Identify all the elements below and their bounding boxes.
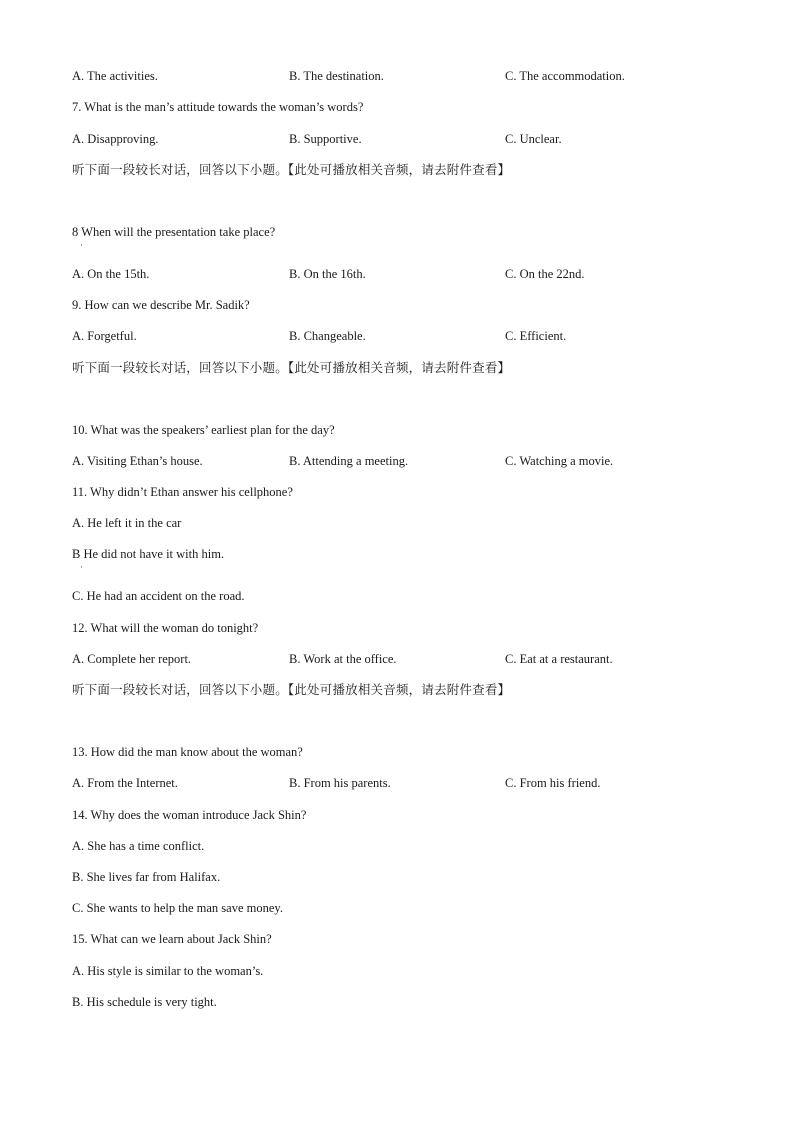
- answer-option: B. On the 16th.: [289, 267, 366, 281]
- question-text: 15. What can we learn about Jack Shin?: [72, 932, 272, 946]
- answer-option: C. On the 22nd.: [505, 267, 585, 281]
- question-text: A. He left it in the car: [72, 516, 182, 530]
- question-text: A. She has a time conflict.: [72, 839, 205, 853]
- answer-option: A. The activities.: [72, 69, 158, 83]
- question-text: 7. What is the man’s attitude towards the woman’s words?: [72, 100, 364, 114]
- question-text: B. His schedule is very tight.: [72, 995, 217, 1009]
- question-text: C. She wants to help the man save money.: [72, 901, 283, 915]
- question-text: C. He had an accident on the road.: [72, 589, 245, 603]
- answer-option: A. From the Internet.: [72, 776, 178, 790]
- section-instruction: 听下面一段较长对话，回答以下小题。【此处可播放相关音频，请去附件查看】: [72, 682, 511, 697]
- question-text: B He did not have it with him.: [72, 547, 225, 561]
- answer-option: C. Unclear.: [505, 132, 562, 146]
- question-text: 10. What was the speakers’ earliest plan for the day?: [72, 423, 335, 437]
- answer-option: C. The accommodation.: [505, 69, 625, 83]
- section-instruction: 听下面一段较长对话，回答以下小题。【此处可播放相关音频，请去附件查看】: [72, 162, 511, 177]
- answer-option: A. Visiting Ethan’s house.: [72, 454, 203, 468]
- question-text: 9. How can we describe Mr. Sadik?: [72, 298, 250, 312]
- question-text: A. His style is similar to the woman’s.: [72, 964, 264, 978]
- answer-option: B. Work at the office.: [289, 652, 397, 666]
- stray-dot-mark: ·: [80, 240, 83, 250]
- stray-dot-mark: ·: [80, 562, 83, 572]
- answer-option: C. Efficient.: [505, 329, 567, 343]
- question-text: 8 When will the presentation take place?: [72, 225, 276, 239]
- section-instruction: 听下面一段较长对话，回答以下小题。【此处可播放相关音频，请去附件查看】: [72, 360, 511, 375]
- answer-option: C. Eat at a restaurant.: [505, 652, 613, 666]
- answer-option: B. From his parents.: [289, 776, 391, 790]
- answer-option: A. Disapproving.: [72, 132, 159, 146]
- answer-option: C. From his friend.: [505, 776, 601, 790]
- answer-option: A. On the 15th.: [72, 267, 150, 281]
- answer-option: C. Watching a movie.: [505, 454, 614, 468]
- question-text: 14. Why does the woman introduce Jack Shin?: [72, 808, 307, 822]
- question-text: 11. Why didn’t Ethan answer his cellphone?: [72, 485, 293, 499]
- question-text: 12. What will the woman do tonight?: [72, 621, 259, 635]
- answer-option: B. Attending a meeting.: [289, 454, 409, 468]
- answer-option: A. Forgetful.: [72, 329, 137, 343]
- question-text: B. She lives far from Halifax.: [72, 870, 221, 884]
- answer-option: B. Changeable.: [289, 329, 366, 343]
- answer-option: B. The destination.: [289, 69, 384, 83]
- answer-option: B. Supportive.: [289, 132, 362, 146]
- question-text: 13. How did the man know about the woman?: [72, 745, 303, 759]
- answer-option: A. Complete her report.: [72, 652, 192, 666]
